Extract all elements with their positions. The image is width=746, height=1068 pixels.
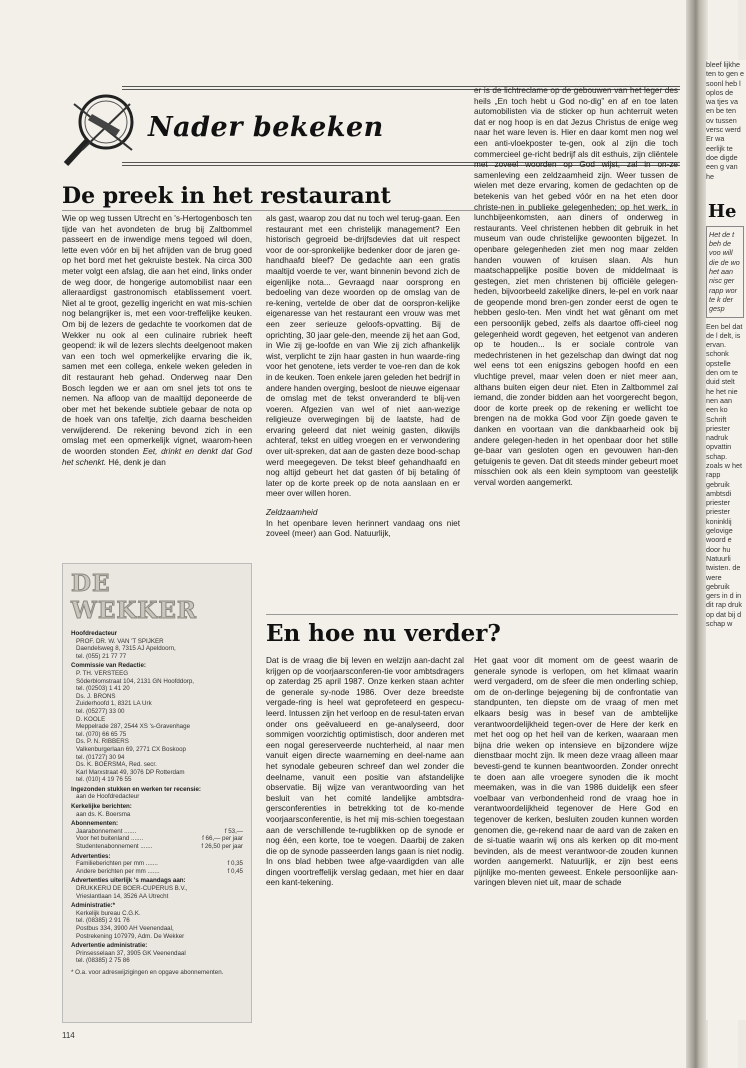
- article-column-1: [266, 656, 464, 1026]
- article-subhead: Zeldzaamheid: [266, 508, 318, 518]
- masthead-section: [71, 820, 243, 850]
- masthead-section: [71, 662, 243, 784]
- masthead-line: P. TH. VERSTEEG: [76, 669, 129, 677]
- masthead-section: [71, 877, 243, 900]
- masthead-details: [71, 630, 243, 965]
- masthead-line: tel. (08385) 2 91 76: [76, 917, 130, 925]
- masthead-price-row: [71, 843, 243, 851]
- article-text: Wie op weg tussen Utrecht en 's-Hertogenbosch ten tijde van het avondeten de brug bij Zaltbommel passeert en de inwendige mens tegoed wil doen, lette even vóór en bij het afrijden van de brug goed op het bord met het gekruiste bestek. Na circa 300 meter volgt een afslag, die aan het eind, links onder de weg door, de hongerige automobilist naar een alleraardigst gastronomisch etablissement voert. Niet al te groot, gezellig ingericht en wat mis-schien nog belangrijker is, met een voor-treffelijke keuken. Om bij de lezers de gedachte te voorkomen dat de Wekker nu ook al een culinaire rubriek heeft geopend: ik wil de lezers slechts deelgenoot maken van een toch wel opmerkelijke ervaring die ik, samen met een collega, enkele weken geleden in dit restaurant heb gehad. Onderweg naar Den Bosch legden we er aan om snel jets tot ons te nemen. Na afloop van de maaltijd deponeerde de ober met het bekende subtiele gebaar de nota op de hoek van ons tafeltje, zich daarna bescheiden verwijderend. De rekening bevond zich in een omslag met een opmerkelijk vignet, waarom-heen de woorden stonden: [62, 214, 252, 457]
- masthead-section-label: Administratie:*: [71, 902, 116, 910]
- masthead-line: Karl Marxstraat 49, 3076 DP Rotterdam: [76, 768, 185, 776]
- masthead-line: tel. (02503) 1 41 20: [76, 685, 130, 693]
- article-text: Dat is de vraag die bij leven en welzijn aan-dacht zal krijgen op de voorjaarsconferen-tie voor ambtsdragers op zaterdag 25 april 1987. Onze kerken staan achter de generale sy-node 1986. Over deze breedste vergade-ring is heel wat geprofeteerd en gespecu-leerd. Intussen zijn het verloop en de resul-taten ervan onder ons geëvalueerd en ge-analyseerd, door sommigen voorzichtig optimistisch, door anderen met een nogal gereserveerde nuchterheid, al naar men vanuit eigen directe waarneming en deel-name aan het synodale gebeuren schreef dan wel zonder die deelname, vanuit een positie van afstandelijke observatie. Bij wijze van verantwoording van het besluit van het comité landelijke ambtsdra-gersconferenties in betrekking tot de ko-mende voorjaarsconferentie, is het mij mis-schien toegestaan aan de verschillende te-rugblikken op de synode er nog één, een korte, toe te voegen. Daarbij de zaken die op de synode passeerden langs gaan is niet nodig. In ons blad hebben twee afge-vaardigden van alle dingen voortreffelijk verslag gedaan, met hier en daar een kant-tekening.: [266, 656, 465, 888]
- masthead-section: [71, 853, 243, 876]
- price-item: Studentenabonnement .......: [76, 843, 153, 851]
- masthead-section-label: Kerkelijke berichten:: [71, 803, 132, 811]
- article-text: als gast, waarop zou dat nu toch wel terug-gaan. Een restaurant met een christelijk management? Een historisch gegroeid be-drijfsdevies dat uit respect voor de oor-spronkelijke bedenker door de jaren ge-handhaafd bleef? De gedachte aan een gratis maaltijd voerde te ver, want binnenin bevond zich de eigenlijke nota... Gevraagd naar oorsprong en bedoeling van deze woorden op de omslag van de re-kening, vertelde de ober dat de oorspron-kelijke eigenaresse van het restaurant een vrouw was met een zeer serieuze geloofs-opvatting. Bij de oprichting, 30 jaar gele-den, meende zij het aan God, in Wie zij ge-loofde en van Wie zij zich afhankelijk wist, verplicht te zijn haar gasten in hun waarde-ring voor het genotene, iets verder te voe-ren dan de kok in de keuken. Toen enkele jaren geleden het bedrijf in andere handen overging, besloot de nieuwe eigenaar de omslag met de tekst onveranderd te blij-ven voeren. Afgezien van wel of niet aan-wezige religieuze overwegingen bij de laatste, had de ervaring geleerd dat niet weinig gasten, dikwijls achteraf, tekst en uitleg vroegen en er verwondering over uit-spreken, dat aan de gasten deze bood-schap werd meegegeven. De tekst bleef gehandhaafd en nog altijd gebeurt het dat gasten óf bij betaling óf later op de korte preek op de nota aanslaan en er meer over willen horen.: [266, 214, 460, 499]
- article-quote: Eet, drinkt en denkt dat God het schenkt.: [62, 447, 253, 467]
- masthead-price-row: [71, 860, 243, 868]
- banner-title: Nader bekeken: [148, 112, 384, 143]
- masthead-line: Daendelsweg 8, 7315 AJ Apeldoorn,: [76, 645, 176, 653]
- masthead-section-label: Advertenties:: [71, 852, 111, 860]
- price-value: f 0,35: [227, 860, 243, 868]
- masthead-line: Postrekening 107979, Adm. De Wekker: [76, 932, 185, 940]
- price-item: Andere berichten per mm .......: [76, 867, 160, 875]
- masthead-line: aan de Hoofdredacteur: [76, 793, 140, 801]
- masthead-price-row: [71, 835, 243, 843]
- masthead-line: tel. (01727) 30 94: [76, 753, 125, 761]
- masthead-line: PROF. DR. W. VAN 'T SPIJKER: [76, 637, 164, 645]
- masthead-section-label: Commissie van Redactie:: [71, 662, 146, 670]
- masthead-line: Ds. J. BRONS: [76, 692, 116, 700]
- price-item: Familieberichten per mm .......: [76, 860, 158, 868]
- masthead-line: Prinsesselaan 37, 3905 GK Veenendaal: [76, 949, 186, 957]
- masthead-line: D. KOOLE: [76, 715, 106, 723]
- masthead-line: aan ds. K. Boersma: [76, 810, 131, 818]
- masthead-line: tel. (08385) 2 75 86: [76, 957, 130, 965]
- masthead-line: tel. (05277) 33 00: [76, 707, 125, 715]
- masthead-section-label: Abonnementen:: [71, 820, 119, 828]
- article-text: Het gaat voor dit moment om de geest waarin de generale synode is verlopen, om het klimaat waarin werd vergaderd, om de sfeer die men onderling schiep, om de on-derlinge bejegening bij de confrontatie van standpunten, ten diepste om de vraag of men met elkaars besig was in besef van de ambtelijke verantwoordelijkheid tegen-over de Here der kerk en met het oog op het heil van de kerken, waaraan men bijna drie weken op intensieve en bijzondere wijze dienstbaar mocht zijn. Ik meen deze vraag alleen maar bevesti-gend te kunnen beantwoorden. Zonder onrecht te doen aan alle vroegere synoden die ik mocht meemaken, was in die van 1986 duidelijk een sfeer voelbaar van verbondenheid rond de vraag hoe in verantwoordelijkheid tegenover de Here God en tegenover de kerken, besluiten zouden kunnen worden genomen die, ge-rekend naar de aard van de zaken en de si-tuatie waarin wij ons als kerken op dit mo-ment bevinden, als de meest verantwoor-de zouden kunnen worden aangemerkt. Natuurlijk, er zijn best eens pijnlijke mo-menten geweest. Enkele persoonlijke aan-varingen bleven niet uit, maar de schade: [474, 656, 678, 888]
- masthead-line: Meppelrade 287, 2544 XS 's-Gravenhage: [76, 723, 191, 731]
- price-value: f 0,45: [227, 867, 243, 875]
- masthead-box: [62, 563, 252, 1023]
- article-headline: De preek in het restaurant: [62, 183, 391, 209]
- masthead-section-label: Hoofdredacteur: [71, 630, 118, 637]
- article-text: er is de lichtreclame op de gebouwen van het leger des heils „En toch hebt u God no-dig” en af en toe laten automobilisten via de sticker op hun achterruit weten dat er nog hoop is en dat Jezus Christus de enige weg naar het ware leven is. Hier en daar komt men nog wel een anti-vloekposter te-gen, ook al zijn die toch commercieel ge-richt bedrijf als dit esthuis, zijn cliëntele met zoveel woorden op God wijst, zal in on-ze samenleving een zeldzaamheid zijn. Weer tussen de wielen met deze ervaring, komen de gedachten op de betekenis van het gebed vóór en na het eten door christe-nen in publieke gelegenheden; op het werk, in lunchbijeenkomsten, aan diners of onderweg in restaurants. Veel christenen hebben dit gebruik in het museum van oude christelijke gewoonten bijgezet. In openbare gelegenheden ziet men nog maar zelden handen vouwen of kruisen slaan. Als hun maatschappelijke positie boven de middelmaat is gestegen, ziet men christenen bij officiële gelegen-heden, bijvoorbeeld zakelijke diners, le-pel en vork naar de geopende mond bren-gen zonder eerst de ogen te hebben geslo-ten. Men vindt het wat gênant om met een persoonlijk gebed, zelfs als daartoe offi-cieel nog gelegenheid wordt gegeven, het eetgenot van anderen op te houden... Is er sociale controle van medechristenen in het gezelschap dan dwingt dat nog wel eens tot een enigszins gebogen hoofd en een vluchtige prevel, maar velen doen er niet meer aan, althans buiten eigen deur niet. Eten in Zaltbommel zal iemand, die zonder bidden aan het voorgerecht begon, door de korte preek op de rekening er wellicht toe brengen na de mokka God voor Zijn goede gaven te danken en voortaan van die dankbaarheid ook bij andere gelegen-heden in het openbaar door het stille ge-baar van gesloten ogen en gevouwen han-den getuigenis te geven. Dat dit steeds minder gebeurt moet misschien ook als een klein symptoom van geestelijk verval worden aangemerkt.: [474, 86, 678, 487]
- article-text-tail: Hé, denk je dan: [106, 457, 166, 467]
- masthead-section: [71, 902, 243, 940]
- masthead-section-label: Advertentie administratie:: [71, 942, 148, 950]
- article-text: In het openbare leven herinnert vandaag ons niet zoveel (meer) aan God. Natuurlijk,: [266, 518, 460, 539]
- masthead-line: Ds. P. N. RIBBERS: [76, 738, 129, 746]
- masthead-line: Vrieslantlaan 14, 3526 AA Utrecht: [76, 892, 169, 900]
- masthead-line: tel. (010) 4 19 76 55: [76, 776, 132, 784]
- article-column-2: [474, 656, 678, 1026]
- masthead-line: tel. (070) 66 65 75: [76, 730, 127, 738]
- masthead-note: * O.a. voor adreswijzigingen en opgave abonnementen.: [71, 968, 224, 976]
- masthead-line: Ds. K. BOERSMA, Red. secr.: [76, 761, 157, 769]
- masthead-section-label: Advertenties uiterlijk 's maandags aan:: [71, 877, 186, 885]
- article-column-1: [62, 214, 252, 559]
- masthead-line: DRUKKERIJ DE BOER-CUPERUS B.V.,: [76, 885, 188, 892]
- masthead-section: [71, 942, 243, 965]
- next-page-edge: [706, 60, 746, 1020]
- masthead-line: Postbus 334, 3900 AH Veenendaal,: [76, 924, 174, 932]
- price-item: Jaarabonnement .......: [76, 827, 137, 835]
- article-column-3: [474, 86, 678, 606]
- price-value: f 53,—: [224, 827, 243, 835]
- masthead-line: Zuiderhoofd 1, 8321 LA Urk: [76, 700, 152, 708]
- page-gutter: [686, 0, 708, 1068]
- price-value: f 66,— per jaar: [202, 835, 243, 843]
- article-column-2: [266, 214, 460, 604]
- next-page-text: Een bel dat de l delt, is ervan. schonk opstelle den om te duid stelt he het nie nen aan een ko Schrift priester nadruk opvattin schap. zoals w het rapp gebruik ambtsdi priester priester koninklij gelovige woord e door hu Natuurli twisten. de were gebruik gers in d in dit rap druk op dat bij d schap w: [706, 321, 743, 629]
- price-item: Voor het buitenland .......: [76, 835, 144, 843]
- masthead-section-label: Ingezonden stukken en werken ter recensie:: [71, 785, 201, 793]
- masthead-line: Kerkelijk bureau C.G.K.: [76, 909, 141, 917]
- masthead-price-row: [71, 868, 243, 876]
- magnifying-glass-icon: [62, 74, 140, 170]
- masthead-logo: DE WEKKER: [71, 570, 197, 624]
- masthead-line: Valkenburgerlaan 69, 2771 CX Boskoop: [76, 745, 186, 753]
- masthead-section: [71, 630, 243, 660]
- masthead-line: Söderblomstraat 104, 2131 GN Hoofddorp,: [76, 677, 194, 685]
- next-page-headline: He: [708, 200, 737, 222]
- price-value: f 26,50 per jaar: [201, 843, 243, 851]
- page-number: 114: [62, 1031, 75, 1040]
- masthead-price-row: [71, 828, 243, 836]
- next-page-box: Het de t beh de voo will die de wo het aan nisc ger rapp wor te k der gesp: [706, 226, 744, 318]
- article-headline: En hoe nu verder?: [266, 620, 501, 647]
- next-page-text: bleef lijkhe ten to gen e soonl heb l oplos de wa tjes va en be ten ov tussen versc werd Er wa eerlijk te doe digde een g van he: [706, 60, 744, 181]
- masthead-section: [71, 786, 243, 801]
- masthead-section: [71, 803, 243, 818]
- masthead-line: tel. (055) 21 77 77: [76, 652, 127, 660]
